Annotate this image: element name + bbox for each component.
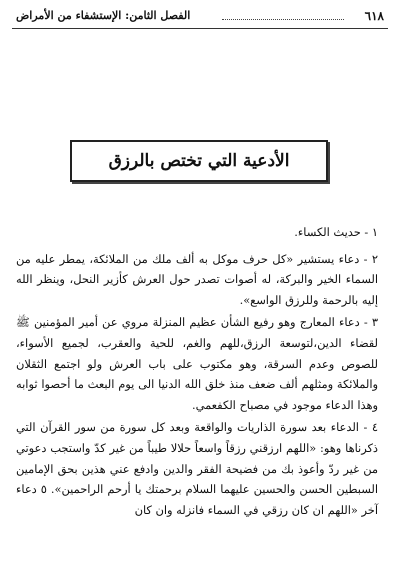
page-number: ٦١٨ — [364, 9, 384, 23]
chapter-title: الفصل الثامن: الإستشفاء من الأمراض — [16, 9, 191, 22]
dotted-leader — [222, 19, 344, 20]
paragraph-4: ٤ - الدعاء بعد سورة الذاريات والواقعة وبعد كل سورة من سور القرآن التي ذكرناها وهو: «اللهم ارزقني رزقاً واسعاً حلالا طيباً من غير كدّ واستجب دعوتي من غير ردّ وأعوذ بك من فضيحة الفقر والدين وادفع عني هذين بحق الإمامين السبطين الحسن والحسين عليهما السلام برحمتك يا أرحم الراحمين». ٥ دعاء آخر «اللهم ان كان رزقي في السماء فانزله وان كان — [16, 420, 378, 517]
section-title-frame — [70, 140, 328, 182]
paragraph-2: ٢ - دعاء يستشير «كل حرف موكل به ألف ملك من الملائكة، يمطر عليه من السماء الخير والبركة، له أصوات تصدر حول العرش كأزير النحل، وينظر الله إليه بالرحمة وللرزق الواسع». — [16, 251, 378, 307]
section-title: الأدعية التي تختص بالرزق — [108, 151, 290, 171]
header-divider — [12, 28, 388, 29]
paragraph-1: ١ - حديث الكساء. — [294, 225, 378, 239]
body-text — [16, 222, 378, 520]
running-header — [16, 9, 384, 25]
paragraph-3: ٣ - دعاء المعارج وهو رفيع الشأن عظيم المنزلة مروي عن أمير المؤمنين ﷺ لقضاء الدين،لتوسعة الرزق،للهم والغم، للحية والعقرب، لجميع الأسواء، للصوص وعدم السرقة، وهو مكتوب على باب العرش ولو اجتمع الثقلان والملائكة ومثلهم ألف ضعف منذ خلق الله الدنيا الى يوم البعث ما أحصوا ثوابه وهذا الدعاء موجود في مصباح الكفعمي. — [16, 315, 378, 412]
